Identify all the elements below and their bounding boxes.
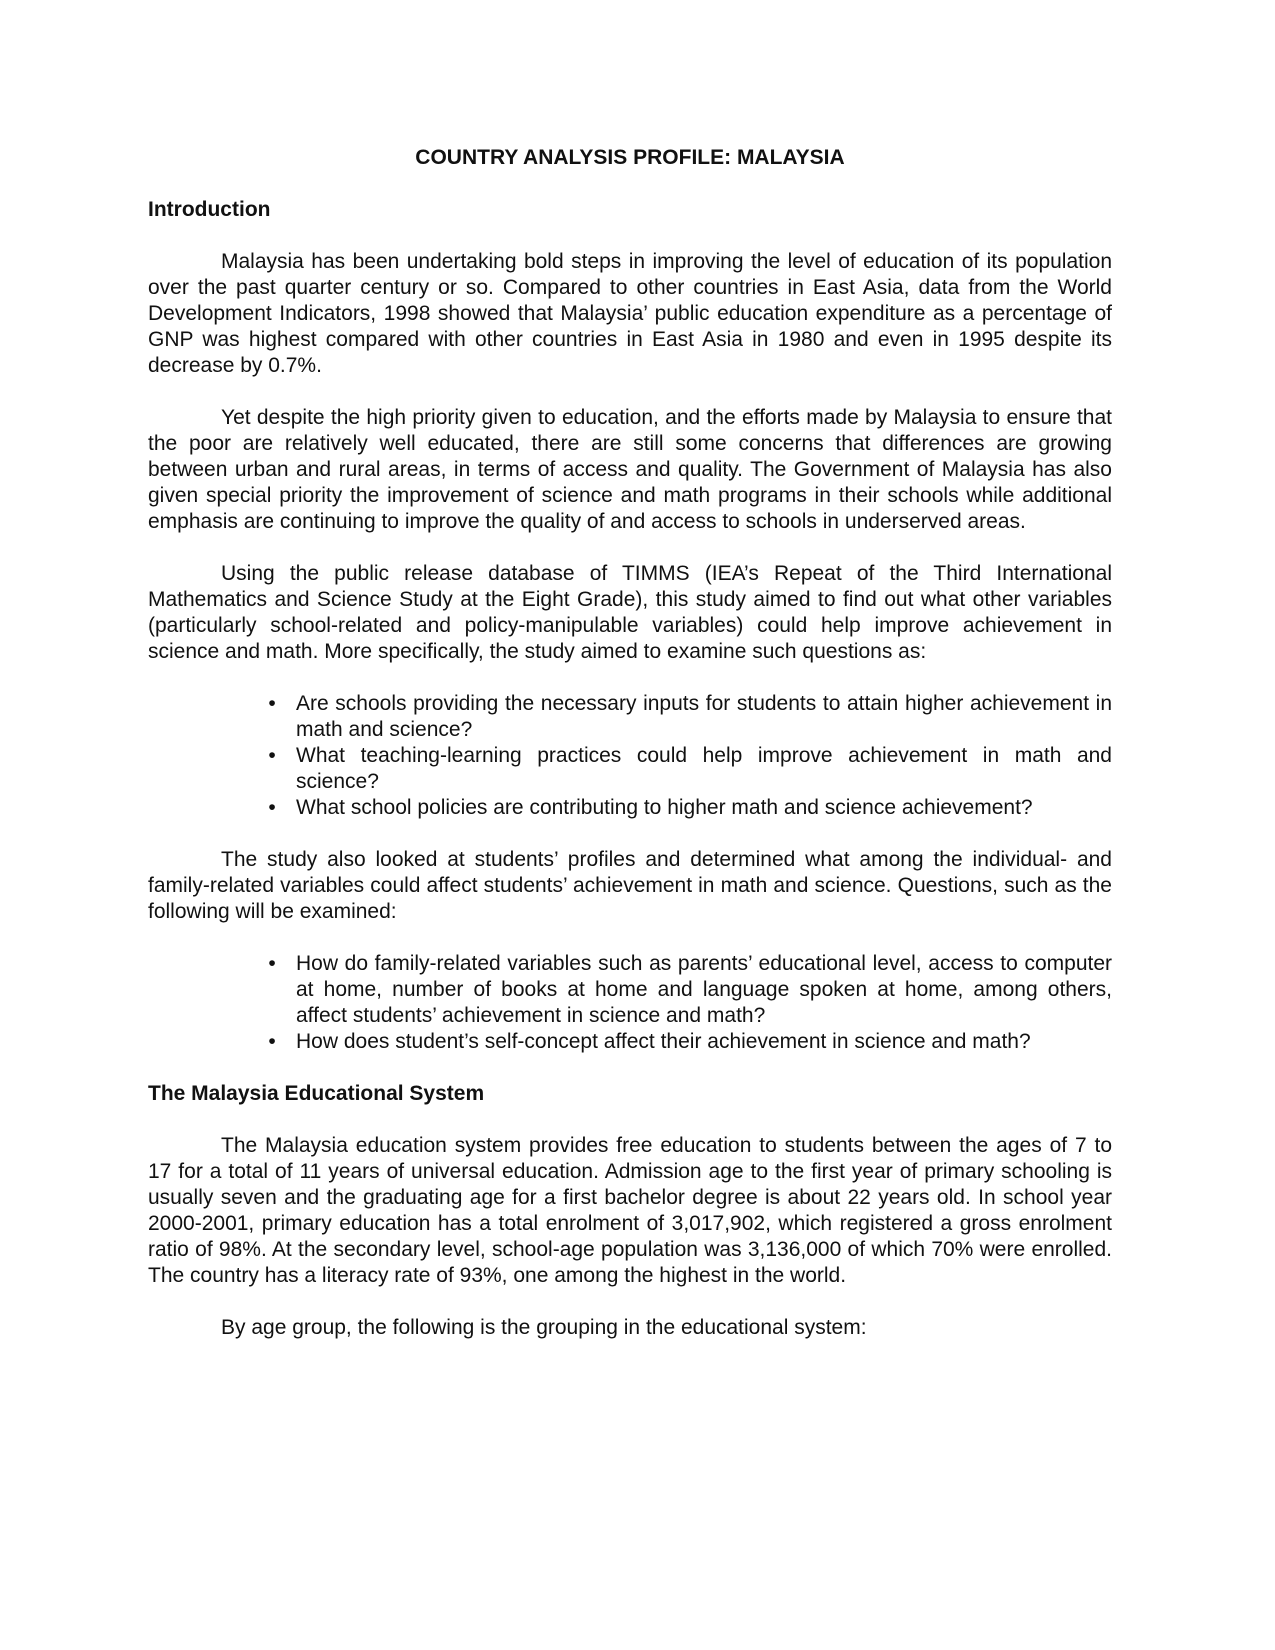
list-item-text: What teaching-learning practices could help improve achievement in math and science?: [296, 744, 1112, 793]
paragraph: By age group, the following is the grouping in the educational system:: [221, 1316, 867, 1339]
bullet-icon: •: [268, 692, 276, 715]
bullet-icon: •: [268, 952, 276, 975]
paragraph: The study also looked at students’ profiles and determined what among the individual- and family-related variables could affect students’ achievement in math and science. Questions, such as the following will be examined:: [148, 848, 1112, 923]
document-title: COUNTRY ANALYSIS PROFILE: MALAYSIA: [415, 146, 845, 169]
paragraph: Malaysia has been undertaking bold steps in improving the level of education of its population over the past quarter century or so. Compared to other countries in East Asia, data from the World Development Indicators, 1998 showed that Malaysia’ public education expenditure as a percentage of GNP was highest compared with other countries in East Asia in 1980 and even in 1995 despite its decrease by 0.7%.: [148, 250, 1112, 377]
list-item-text: What school policies are contributing to higher math and science achievement?: [296, 796, 1033, 819]
list-item: [268, 743, 1112, 795]
bullet-list-family-questions: [148, 951, 1112, 1055]
list-item: [268, 951, 1112, 1029]
document-page: [148, 145, 1112, 1367]
bullet-list-questions: [148, 691, 1112, 821]
paragraph: Using the public release database of TIMMS (IEA’s Repeat of the Third International Mathematics and Science Study at the Eight Grade), this study aimed to find out what other variables (particularly school-related and policy-manipulable variables) could help improve achievement in science and math. More specifically, the study aimed to examine such questions as:: [148, 562, 1112, 663]
bullet-icon: •: [268, 744, 276, 767]
list-item-text: How does student’s self-concept affect their achievement in science and math?: [296, 1030, 1031, 1053]
section-heading-introduction: Introduction: [148, 198, 271, 221]
list-item-text: How do family-related variables such as parents’ educational level, access to computer at home, number of books at home and language spoken at home, among others, affect students’ achievement in science and math?: [296, 952, 1112, 1027]
list-item: [268, 795, 1112, 821]
paragraph: The Malaysia education system provides free education to students between the ages of 7 to 17 for a total of 11 years of universal education. Admission age to the first year of primary schooling is usually seven and the graduating age for a first bachelor degree is about 22 years old. In school year 2000-2001, primary education has a total enrolment of 3,017,902, which registered a gross enrolment ratio of 98%. At the secondary level, school-age population was 3,136,000 of which 70% were enrolled. The country has a literacy rate of 93%, one among the highest in the world.: [148, 1134, 1112, 1287]
list-item-text: Are schools providing the necessary inputs for students to attain higher achievement in math and science?: [296, 692, 1112, 741]
bullet-icon: •: [268, 1030, 276, 1053]
bullet-icon: •: [268, 796, 276, 819]
section-heading-educational-system: The Malaysia Educational System: [148, 1082, 485, 1105]
paragraph: Yet despite the high priority given to education, and the efforts made by Malaysia to ensure that the poor are relatively well educated, there are still some concerns that differences are growing between urban and rural areas, in terms of access and quality. The Government of Malaysia has also given special priority the improvement of science and math programs in their schools while additional emphasis are continuing to improve the quality of and access to schools in underserved areas.: [148, 406, 1112, 533]
list-item: [268, 691, 1112, 743]
list-item: [268, 1029, 1112, 1055]
